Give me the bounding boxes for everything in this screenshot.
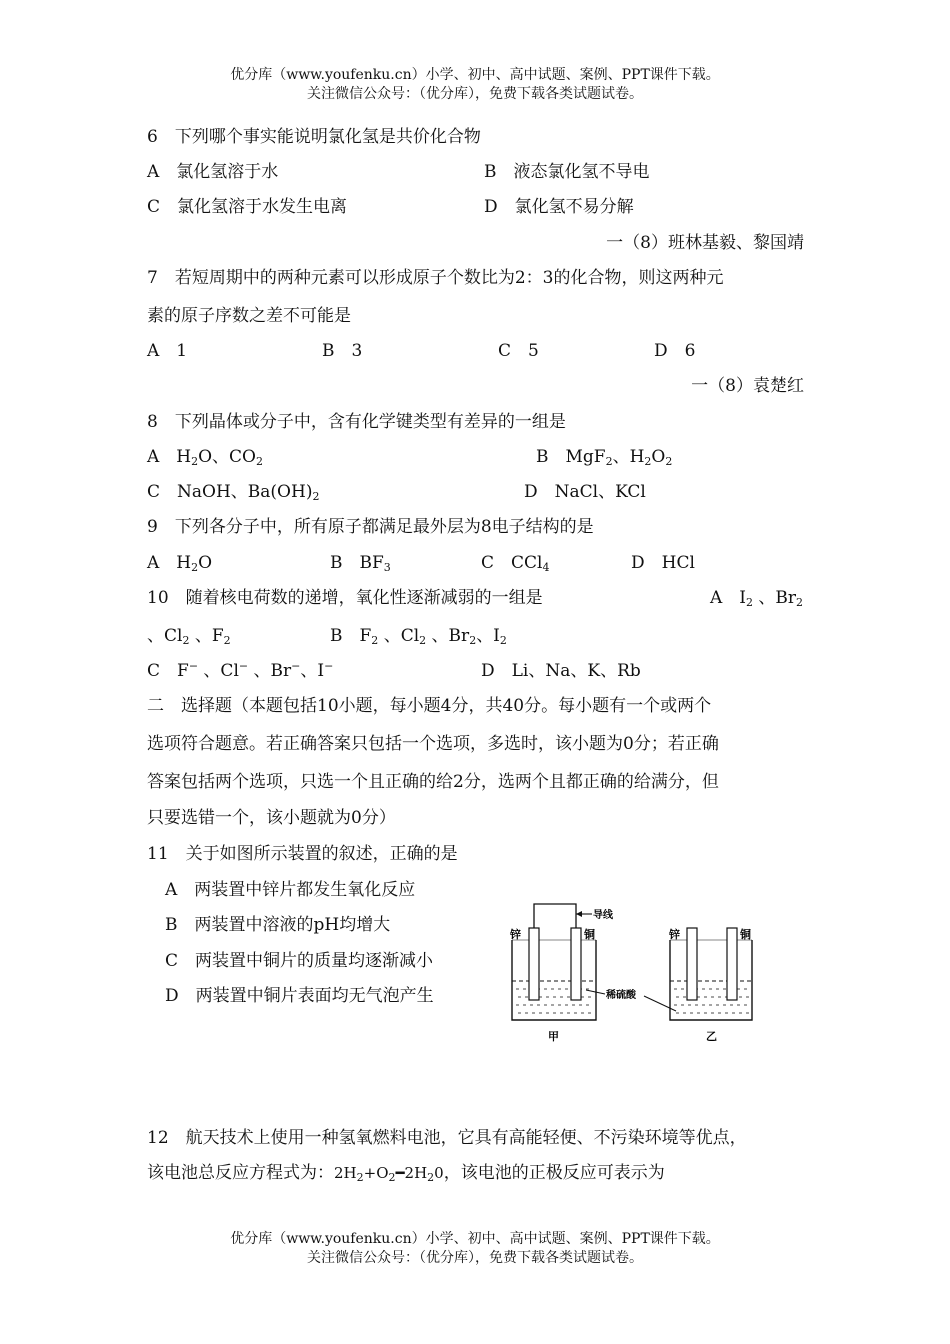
q7-credit: 一（8）袁楚红 [691,376,804,396]
galvanic-cell-figure [498,898,768,1048]
q10-option-c: C F− 、Cl− 、Br−、I− [147,659,334,681]
q8-stem: 8 下列晶体或分子中，含有化学键类型有差异的一组是 [147,412,566,432]
label-jia: 甲 [548,1030,559,1043]
q8-option-c: C NaOH、$Ba(OH)_2$ [147,482,320,503]
section2-line2: 选项符合题意。若正确答案只包括一个选项，多选时，该小题为0分；若正确 [147,734,719,754]
q11-option-d: D 两装置中铜片表面均无气泡产生 [165,986,434,1006]
wire [534,904,576,928]
beaker-yi [670,940,752,1020]
header-line-1: 优分库（www.youfenku.cn）小学、初中、高中试题、案例、PPT课件下载。 [230,67,720,83]
q6-option-a: A 氯化氢溶于水 [147,162,279,182]
label-yi: 乙 [706,1030,717,1043]
q9-option-b: B $BF_3$ [330,553,391,574]
footer-line-2: 关注微信公众号：（优分库），免费下载各类试题试卷。 [307,1250,643,1266]
q7-stem-line2: 素的原子序数之差不可能是 [147,306,351,326]
q10-option-a-start: A $I_2$ 、$Br_2$ [710,588,804,609]
header-line-2: 关注微信公众号：（优分库），免费下载各类试题试卷。 [307,86,643,102]
q10-stem: 10 随着核电荷数的递增，氧化性逐渐减弱的一组是 [147,588,543,608]
q6-credit: 一（8）班林基毅、黎国靖 [606,233,804,253]
q11-stem: 11 关于如图所示装置的叙述，正确的是 [147,844,458,864]
q8-option-d: D NaCl、KCl [524,482,646,502]
q8-option-b: B MgF$_2$、$H_2O_2$ [536,447,673,468]
q11-option-c: C 两装置中铜片的质量均逐渐减小 [165,951,434,971]
q12-line2: 该电池总反应方程式为：$2H_2+O_2━2H_20$，该电池的正极反应可表示为 [147,1163,665,1184]
copper-electrode-yi [727,928,737,1000]
q7-stem-line1: 7 若短周期中的两种元素可以形成原子个数比为2：3的化合物，则这两种元 [147,268,724,288]
q9-option-a: A $H_2O$ [147,553,213,574]
section2-line4: 只要选错一个，该小题就为0分） [147,808,396,828]
q12-line1: 12 航天技术上使用一种氢氧燃料电池，它具有高能轻便、不污染环境等优点， [147,1128,747,1148]
q10-option-a-end: 、$Cl_2$ 、$F_2$ [147,626,231,647]
q9-option-d: D HCl [631,553,695,573]
section2-line3: 答案包括两个选项，只选一个且正确的给2分，选两个且都正确的给满分，但 [147,772,719,792]
copper-label-yi: 铜 [740,928,751,941]
q7-option-a: A 1 [147,341,188,361]
wire-label: 导线 [593,910,613,921]
zinc-label-jia: 锌 [510,928,521,941]
copper-electrode-jia [571,928,581,1000]
q7-option-c: C 5 [498,341,539,361]
q6-option-d: D 氯化氢不易分解 [484,197,634,217]
q10-option-d: D Li、Na、K、Rb [481,661,641,681]
section2-line1: 二 选择题（本题包括10小题，每小题4分，共40分。每小题有一个或两个 [147,696,712,716]
footer-line-1: 优分库（www.youfenku.cn）小学、初中、高中试题、案例、PPT课件下载。 [230,1231,720,1247]
q9-stem: 9 下列各分子中，所有原子都满足最外层为8电子结构的是 [147,517,594,537]
q11-option-a: A 两装置中锌片都发生氧化反应 [165,880,416,900]
zinc-label-yi: 锌 [669,928,680,941]
zinc-electrode-yi [687,928,697,1000]
beaker-jia [512,940,596,1020]
q8-option-a: A $H_2O$、$CO_2$ [147,447,263,468]
q11-option-b: B 两装置中溶液的pH均增大 [165,915,391,935]
copper-label-jia: 铜 [584,928,595,941]
q9-option-c: C CCl$_4$ [481,553,550,574]
zinc-electrode-jia [529,928,539,1000]
q7-option-d: D 6 [654,341,696,361]
acid-label: 稀硫酸 [606,990,636,1001]
q6-option-b: B 液态氯化氢不导电 [484,162,650,182]
q7-option-b: B 3 [322,341,363,361]
q10-option-b: B $F_2$ 、$Cl_2$ 、$Br_2$、$I_2$ [330,626,507,647]
q6-stem: 6 下列哪个事实能说明氯化氢是共价化合物 [147,127,481,147]
q6-option-c: C 氯化氢溶于水发生电离 [147,197,348,217]
